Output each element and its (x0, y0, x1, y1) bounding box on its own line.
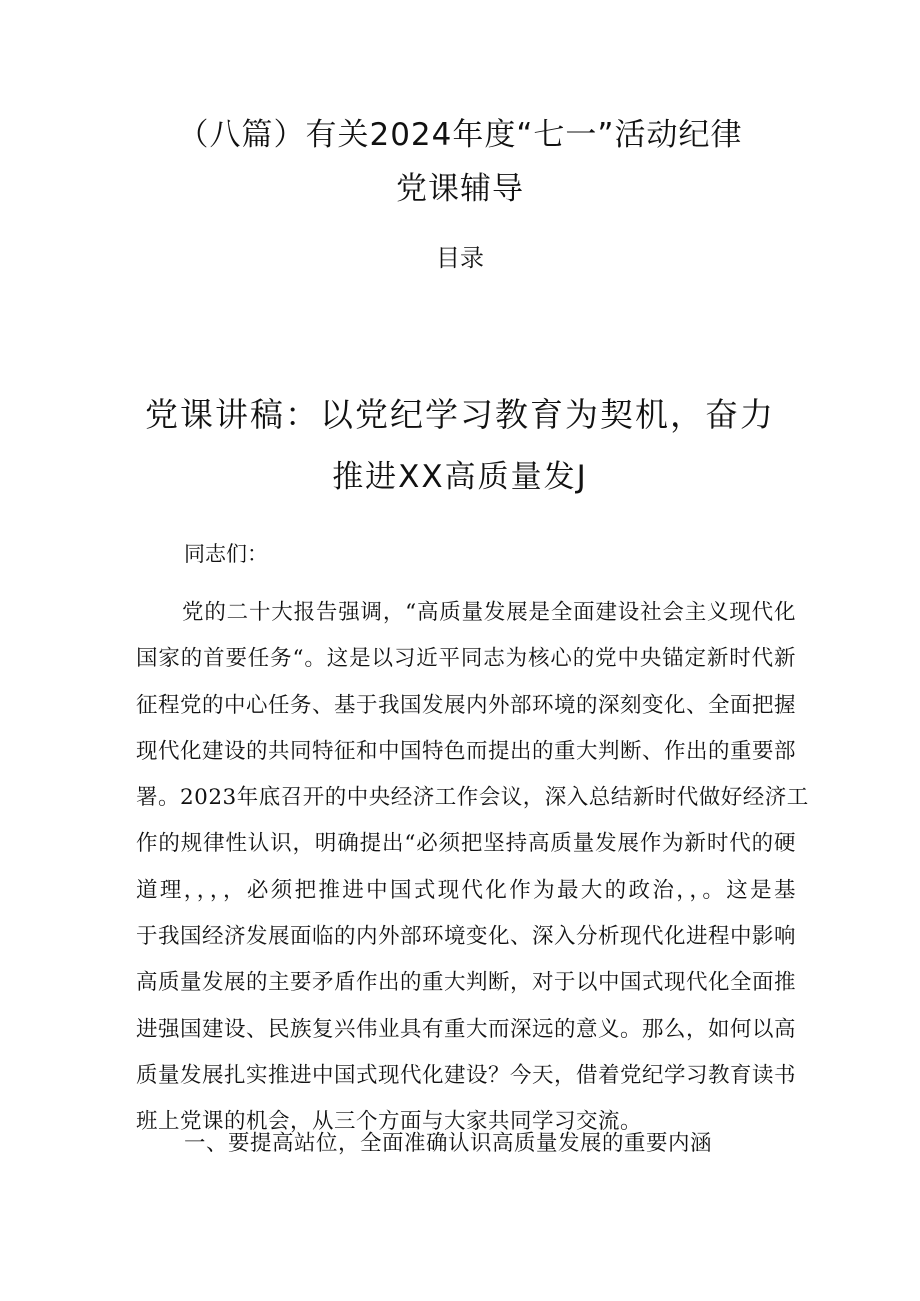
body-paragraph (136, 590, 809, 1146)
paragraph-line: 作的规律性认识，明确提出“必须把坚持高质量发展作为新时代的硬 (136, 831, 796, 857)
section-title-line-1: 党课讲稿：以党纪学习教育为契机，奋力 (145, 395, 775, 434)
paragraph-line: 质量发展扎实推进中国式现代化建设？今天，借着党纪学习教育读书 (136, 1062, 797, 1088)
paragraph-line: 国家的首要任务“。这是以习近平同志为核心的党中央锚定新时代新 (136, 646, 796, 672)
toc-heading: 目录 (436, 244, 484, 272)
section-heading-one: 一、要提高站位，全面准确认识高质量发展的重要内涵 (184, 1131, 713, 1156)
section-title-line-2: 推进XX高质量发J (332, 459, 588, 495)
paragraph-line: 进强国建设、民族复兴伟业具有重大而深远的意义。那么，如何以高 (136, 1016, 797, 1042)
document-title-line-1: （八篇）有关2024年度“七一”活动纪律 (177, 117, 743, 153)
paragraph-line: 于我国经济发展面临的内外部环境变化、深入分析现代化进程中影响 (136, 924, 797, 950)
paragraph-line: 征程党的中心任务、基于我国发展内外部环境的深刻变化、全面把握 (136, 692, 797, 718)
document-title-line-2: 党课辅导 (396, 171, 524, 207)
paragraph-line: 署。2023年底召开的中央经济工作会议，深入总结新时代做好经济工 (136, 785, 809, 811)
section-title (0, 384, 920, 508)
document-title (0, 108, 920, 216)
paragraph-line: 现代化建设的共同特征和中国特色而提出的重大判断、作出的重要部 (136, 738, 797, 764)
paragraph-line: 高质量发展的主要矛盾作出的重大判断，对于以中国式现代化全面推 (136, 970, 797, 996)
paragraph-line: 班上党课的机会，从三个方面与大家共同学习交流。 (136, 1109, 643, 1135)
paragraph-line: 党的二十大报告强调，“高质量发展是全面建设社会主义现代化 (182, 600, 796, 625)
paragraph-line: 道理，，，，必须把推进中国式现代化作为最大的政治，，。这是基 (136, 877, 796, 903)
salutation: 同志们： (184, 542, 268, 566)
